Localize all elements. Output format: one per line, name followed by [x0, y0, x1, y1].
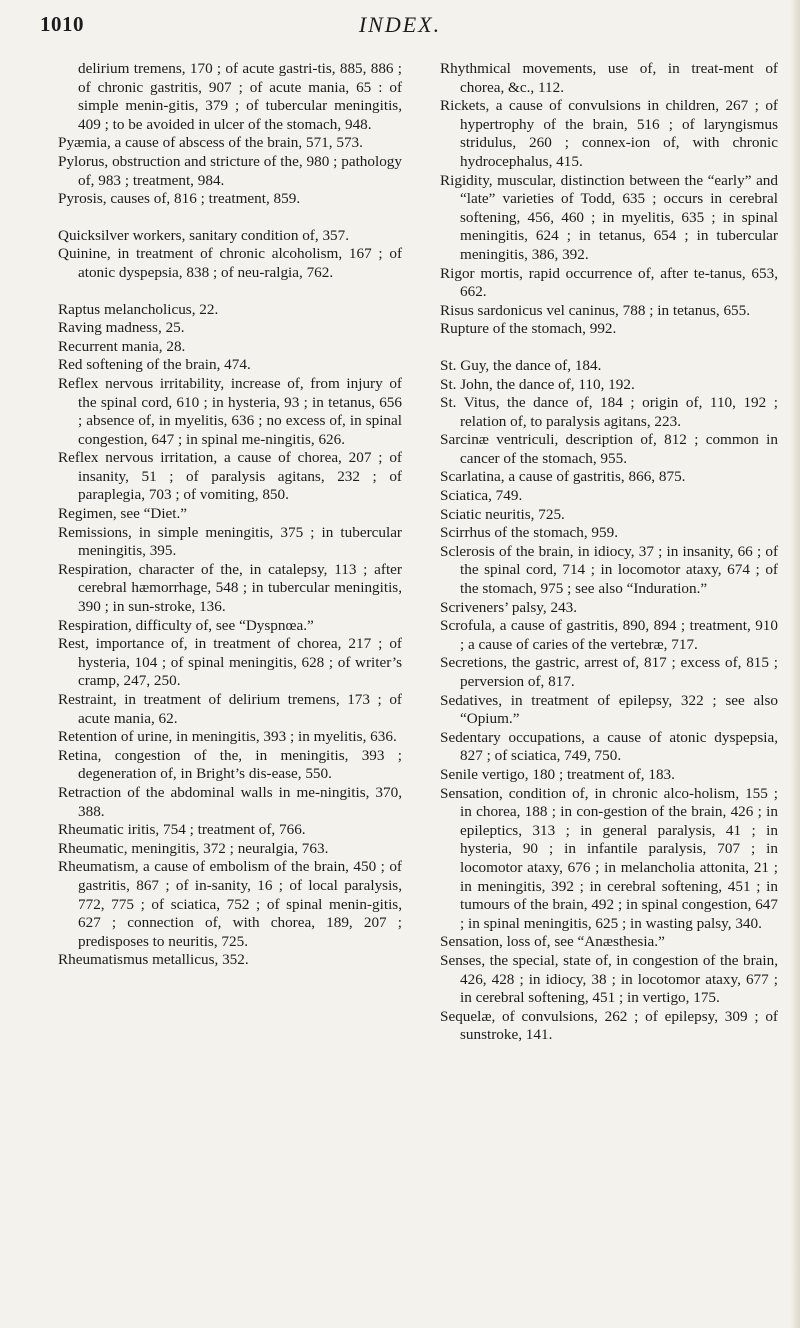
- index-entry: Scarlatina, a cause of gastritis, 866, 875.: [440, 468, 686, 486]
- index-entry: St. Vitus, the dance of, 184 ; origin of, 110, 192 ; relation of, to paralysis agitans, 223.: [440, 394, 778, 430]
- index-entry: Rigor mortis, rapid occurrence of, after te-tanus, 653, 662.: [440, 264, 778, 301]
- page-number: 1010: [40, 12, 84, 36]
- index-entry: Remissions, in simple meningitis, 375 ; in tubercular meningitis, 395.: [58, 523, 402, 560]
- index-entry: Sclerosis of the brain, in idiocy, 37 ; in insanity, 66 ; of the spinal cord, 714 ; in locomotor ataxy, 674 ; of the stomach, 975 ; see also “Induration.”: [440, 542, 778, 598]
- index-entry: Restraint, in treatment of delirium tremens, 173 ; of acute mania, 62.: [58, 691, 402, 727]
- index-entry: Rheumatismus metallicus, 352.: [58, 951, 249, 969]
- index-entry: Respiration, character of the, in catalepsy, 113 ; after cerebral hæmorrhage, 548 ; in tubercular meningitis, 390 ; in sun-stroke, 136.: [58, 560, 402, 616]
- index-entry: Sedentary occupations, a cause of atonic dyspepsia, 827 ; of sciatica, 749, 750.: [440, 728, 778, 765]
- letter-section-gap: [440, 339, 778, 357]
- index-column-right: [440, 60, 778, 1045]
- index-entry: Pylorus, obstruction and stricture of the, 980 ; pathology of, 983 ; treatment, 984.: [58, 152, 402, 189]
- index-entry: Senses, the special, state of, in congestion of the brain, 426, 428 ; in idiocy, 38 ; in locotomor ataxy, 677 ; in cerebral softening, 451 ; in vertigo, 175.: [440, 951, 778, 1007]
- index-entry: Rhythmical movements, use of, in treat-ment of chorea, &c., 112.: [440, 60, 778, 96]
- index-entry: Sciatica, 749.: [440, 487, 523, 505]
- letter-section-gap: [58, 283, 402, 301]
- index-entry: Retina, congestion of the, in meningitis, 393 ; degeneration of, in Bright’s dis-ease, 550.: [58, 746, 402, 783]
- index-entry: Raving madness, 25.: [58, 319, 185, 337]
- index-entry: Sensation, condition of, in chronic alco-holism, 155 ; in chorea, 188 ; in con-gestion of the brain, 426 ; in epileptics, 313 ; in general paralysis, 41 ; in hysteria, 90 ; in infantile paralysis, 707 ; in locomotor ataxy, 676 ; in melancholia attonita, 21 ; in meningitis, 392 ; in cerebral softening, 451 ; in tumours of the brain, 492 ; in spinal congestion, 647 ; in spinal meningitis, 625 ; in wasting palsy, 340.: [440, 784, 778, 932]
- index-entry: Rheumatism, a cause of embolism of the brain, 450 ; of gastritis, 867 ; of in-sanity, 16 ; of local paralysis, 772, 775 ; of sciatica, 752 ; of spinal menin-gitis, 627 ; connection of, with chorea, 189, 207 ; predisposes to neuritis, 725.: [58, 858, 402, 950]
- running-title: INDEX.: [358, 12, 442, 37]
- index-column-left: [58, 60, 402, 970]
- index-entry: Rest, importance of, in treatment of chorea, 217 ; of hysteria, 104 ; of spinal meningitis, 628 ; of writer’s cramp, 247, 250.: [58, 635, 402, 690]
- index-entry: Red softening of the brain, 474.: [58, 356, 251, 374]
- index-entry: Quicksilver workers, sanitary condition of, 357.: [58, 226, 350, 244]
- index-entry: Sarcinæ ventriculi, description of, 812 ; common in cancer of the stomach, 955.: [440, 431, 778, 467]
- index-entry: Pyæmia, a cause of abscess of the brain, 571, 573.: [58, 134, 363, 152]
- page-header: [0, 10, 800, 44]
- index-entry: Scriveners’ palsy, 243.: [440, 598, 578, 616]
- index-entry: Recurrent mania, 28.: [58, 337, 186, 355]
- index-entry: Reflex nervous irritability, increase of, from injury of the spinal cord, 610 ; in hysteria, 93 ; in tetanus, 656 ; absence of, in myelitis, 636 ; no excess of, in spinal congestion, 647 ; in spinal me-ningitis, 626.: [58, 374, 402, 448]
- index-entry: Risus sardonicus vel caninus, 788 ; in tetanus, 655.: [440, 301, 751, 319]
- index-entry: Retraction of the abdominal walls in me-ningitis, 370, 388.: [58, 783, 402, 820]
- index-entry: Rheumatic, meningitis, 372 ; neuralgia, 763.: [58, 839, 329, 857]
- index-entry: Rheumatic iritis, 754 ; treatment of, 766.: [58, 821, 306, 839]
- index-entry: Retention of urine, in meningitis, 393 ; in myelitis, 636.: [58, 728, 397, 746]
- letter-section-gap: [58, 209, 402, 227]
- page-edge-shadow: [790, 0, 800, 1328]
- index-entry: Senile vertigo, 180 ; treatment of, 183.: [440, 765, 675, 783]
- index-entry: Quinine, in treatment of chronic alcoholism, 167 ; of atonic dyspepsia, 838 ; of neu-ralgia, 762.: [58, 245, 402, 281]
- index-entry: Raptus melancholicus, 22.: [58, 300, 219, 318]
- index-entry: Sciatic neuritis, 725.: [440, 505, 565, 523]
- index-entry: Sensation, loss of, see “Anæsthesia.”: [440, 933, 665, 951]
- index-entry: Regimen, see “Diet.”: [58, 505, 188, 523]
- index-entry: St. Guy, the dance of, 184.: [440, 356, 602, 374]
- index-entry: Reflex nervous irritation, a cause of chorea, 207 ; of insanity, 51 ; of paralysis agitans, 232 ; of paraplegia, 703 ; of vomiting, 850.: [58, 449, 402, 504]
- index-entry: St. John, the dance of, 110, 192.: [440, 375, 635, 393]
- index-entry: Scrofula, a cause of gastritis, 890, 894 ; treatment, 910 ; a cause of caries of the vertebræ, 717.: [440, 617, 778, 653]
- index-entry: Sedatives, in treatment of epilepsy, 322 ; see also “Opium.”: [440, 691, 778, 728]
- index-entry: delirium tremens, 170 ; of acute gastri-tis, 885, 886 ; of chronic gastritis, 907 ; of acute mania, 65 : of simple menin-gitis, 379 ; of tubercular meningitis, 409 ; to be avoided in ulcer of the stomach, 948.: [78, 60, 402, 133]
- index-entry: Secretions, the gastric, arrest of, 817 ; excess of, 815 ; perversion of, 817.: [440, 654, 778, 690]
- index-entry: Respiration, difficulty of, see “Dyspnœa.”: [58, 616, 314, 634]
- index-entry: Sequelæ, of convulsions, 262 ; of epilepsy, 309 ; of sunstroke, 141.: [440, 1007, 778, 1044]
- index-entry: Pyrosis, causes of, 816 ; treatment, 859.: [58, 190, 301, 208]
- index-entry: Scirrhus of the stomach, 959.: [440, 524, 619, 542]
- index-entry: Rickets, a cause of convulsions in children, 267 ; of hypertrophy of the brain, 516 ; of laryngismus stridulus, 260 ; connex-ion of, with chronic hydrocephalus, 415.: [440, 97, 778, 170]
- index-entry: Rupture of the stomach, 992.: [440, 320, 617, 338]
- index-entry: Rigidity, muscular, distinction between the “early” and “late” varieties of Todd, 635 ; occurs in cerebral softening, 456, 460 ; in myelitis, 635 ; in spinal meningitis, 624 ; in tetanus, 654 ; in tubercular meningitis, 386, 392.: [440, 171, 778, 263]
